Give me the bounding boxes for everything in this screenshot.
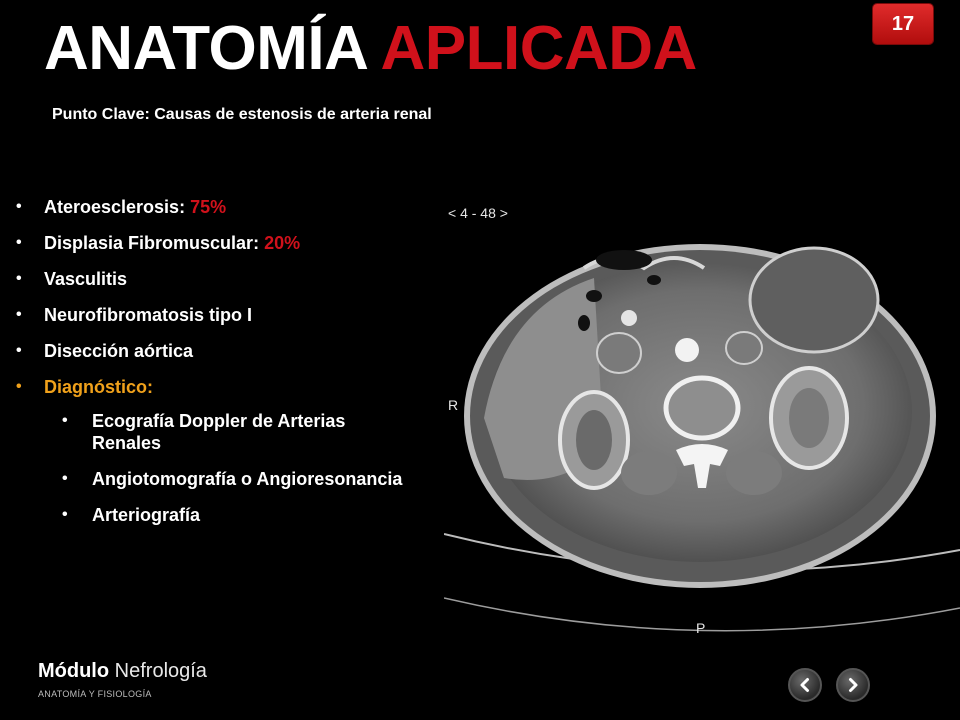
ct-scan-illustration — [444, 188, 960, 646]
bullet-label: Displasia Fibromuscular: — [44, 233, 260, 253]
bullet-value: 75% — [190, 197, 227, 217]
bullet-label: Neurofibromatosis tipo I — [44, 305, 253, 325]
list-item — [16, 268, 416, 290]
list-item — [16, 340, 416, 362]
right-marker: R — [448, 397, 459, 413]
module-subtitle: ANATOMÍA Y FISIOLOGÍA — [38, 689, 152, 699]
title-word-2: APLICADA — [380, 14, 697, 83]
bullet-label: Ateroesclerosis: — [44, 197, 186, 217]
list-item — [16, 196, 416, 218]
list-item — [16, 232, 416, 254]
title-word-1: ANATOMÍA — [44, 14, 367, 83]
bullet-label: Vasculitis — [44, 269, 128, 289]
list-item: • Ecografía Doppler de Arterias Renales — [44, 410, 416, 454]
list-item: • Arteriografía — [44, 504, 416, 526]
bullet-value: 20% — [264, 233, 301, 253]
previous-slide-button[interactable] — [788, 668, 822, 702]
slide-number-badge: 17 — [873, 4, 933, 44]
list-item — [16, 304, 416, 326]
diagnosis-heading — [16, 376, 416, 526]
posterior-marker: P — [696, 620, 706, 636]
module-footer — [38, 660, 207, 683]
next-slide-button[interactable] — [836, 668, 870, 702]
causes-list — [16, 196, 416, 540]
ct-scan-image — [444, 188, 960, 646]
slide-title — [44, 14, 697, 83]
list-item: • Angiotomografía o Angioresonancia — [44, 468, 416, 490]
bullet-label: Disección aórtica — [44, 341, 194, 361]
diagnosis-list — [44, 410, 416, 526]
slide-subtitle: Punto Clave: Causas de estenosis de arteria renal — [52, 106, 432, 123]
module-bold-label: Módulo — [38, 660, 110, 682]
chevron-left-icon — [797, 677, 813, 693]
slice-label: < 4 - 48 > — [448, 205, 508, 221]
module-name: Nefrología — [114, 660, 207, 682]
diagnosis-label: Diagnóstico: — [44, 377, 154, 397]
chevron-right-icon — [845, 677, 861, 693]
